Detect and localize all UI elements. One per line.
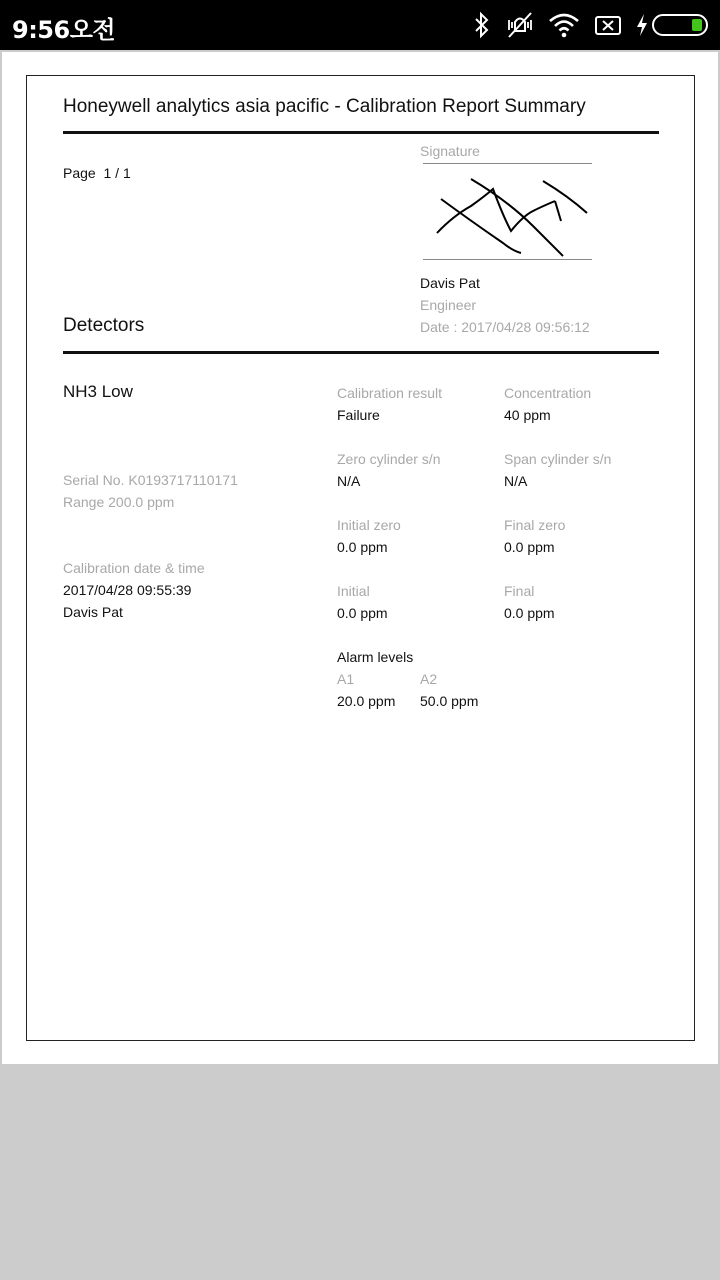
sim-x-icon <box>594 11 622 39</box>
initial-value: 0.0 ppm <box>337 605 388 621</box>
zero-cylinder-value: N/A <box>337 473 361 489</box>
initial-label: Initial <box>337 583 370 599</box>
zero-cylinder-label: Zero cylinder s/n <box>337 451 441 467</box>
initial-zero-value: 0.0 ppm <box>337 539 388 555</box>
page-value: 1 / 1 <box>103 165 131 181</box>
signature-label: Signature <box>420 143 480 159</box>
signature-date: Date : 2017/04/28 09:56:12 <box>420 319 590 335</box>
calibration-result: Failure <box>337 407 380 423</box>
section-title: Detectors <box>63 315 145 336</box>
serial-number: Serial No. K0193717110171 <box>63 472 238 488</box>
alarm-a2-value: 50.0 ppm <box>420 693 479 709</box>
signature-image <box>423 171 593 259</box>
title-rule <box>63 131 659 134</box>
alarm-levels-label: Alarm levels <box>337 649 414 665</box>
calibration-datetime-label: Calibration date & time <box>63 560 205 576</box>
report-frame <box>26 75 695 1041</box>
status-bar <box>0 0 720 50</box>
detector-range: Range 200.0 ppm <box>63 494 175 510</box>
bluetooth-icon <box>472 11 492 39</box>
signer-name: Davis Pat <box>420 275 480 291</box>
initial-zero-label: Initial zero <box>337 517 401 533</box>
detector-name: NH3 Low <box>63 382 133 401</box>
signature-top-line <box>423 163 592 164</box>
battery-icon <box>652 11 710 39</box>
signer-role: Engineer <box>420 297 477 313</box>
final-zero-value: 0.0 ppm <box>504 539 555 555</box>
wifi-icon <box>548 11 580 39</box>
span-cylinder-label: Span cylinder s/n <box>504 451 612 467</box>
span-cylinder-value: N/A <box>504 473 528 489</box>
concentration-label: Concentration <box>504 385 592 401</box>
calibration-datetime: 2017/04/28 09:55:39 <box>63 582 192 598</box>
report-sheet <box>2 52 718 1064</box>
alarm-a2-label: A2 <box>420 671 438 687</box>
alarm-a1-value: 20.0 ppm <box>337 693 396 709</box>
concentration-value: 40 ppm <box>504 407 551 423</box>
alarm-a1-label: A1 <box>337 671 355 687</box>
calibration-result-label: Calibration result <box>337 385 443 401</box>
battery-level <box>692 19 702 31</box>
report-title: Honeywell analytics asia pacific - Calibration Report Summary <box>63 96 586 117</box>
signature-bottom-line <box>423 259 592 260</box>
final-label: Final <box>504 583 535 599</box>
page-label: Page <box>63 165 96 181</box>
final-zero-label: Final zero <box>504 517 566 533</box>
calibrated-by: Davis Pat <box>63 604 123 620</box>
status-time: 9:56오전 <box>12 16 116 44</box>
charging-icon <box>634 11 650 39</box>
section-rule <box>63 351 659 354</box>
final-value: 0.0 ppm <box>504 605 555 621</box>
vibrate-off-icon <box>505 11 535 39</box>
page-indicator <box>63 165 131 181</box>
